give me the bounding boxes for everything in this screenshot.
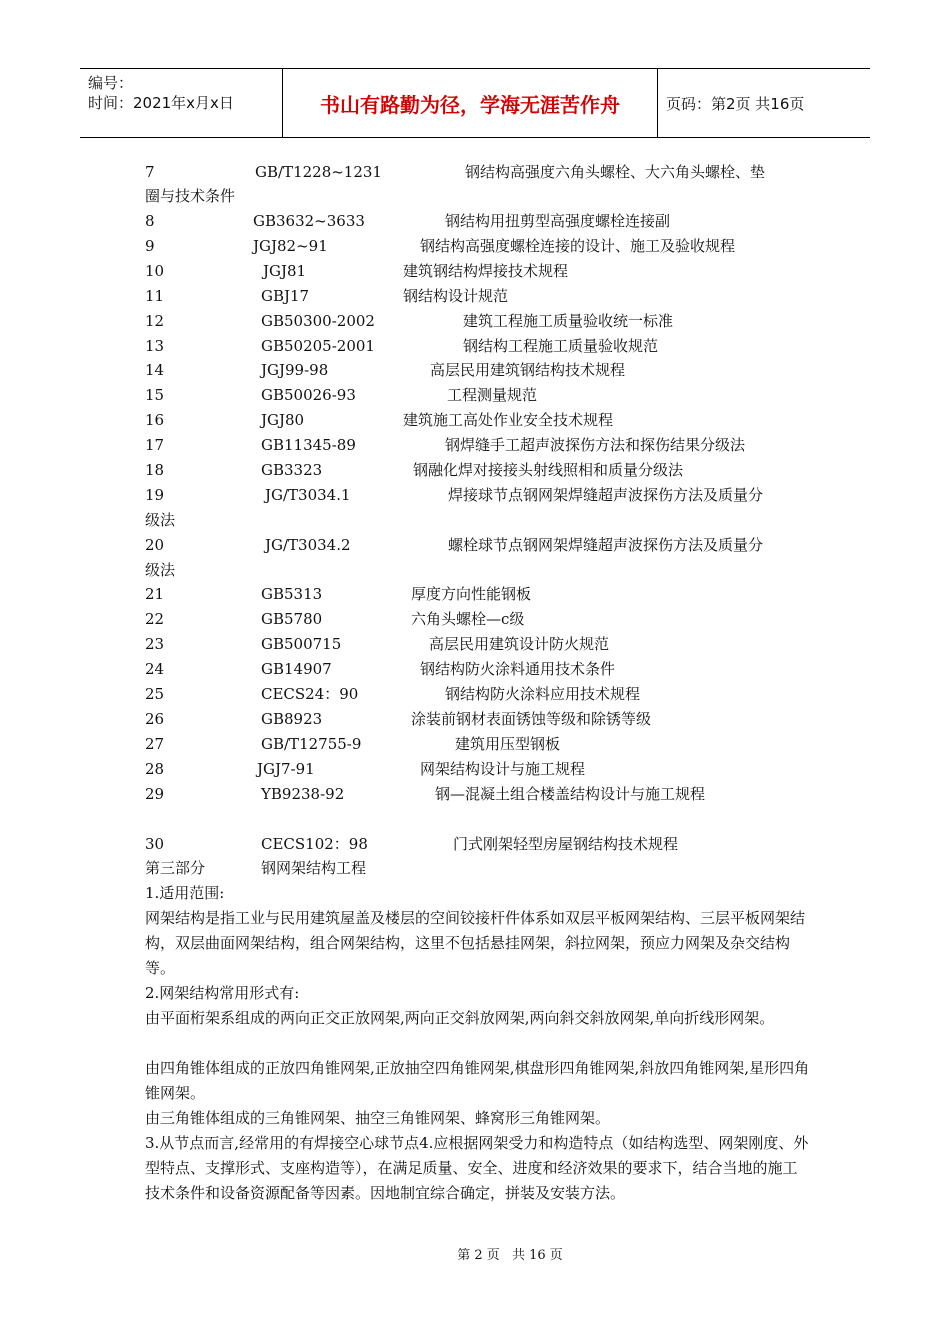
standard-no: 10 [145,262,165,280]
standard-code: YB9238-92 [261,785,345,803]
standard-name: 高层民用建筑设计防火规范 [429,635,610,653]
header-meta [88,73,234,113]
standard-name: 厚度方向性能钢板 [411,585,532,603]
standard-name-cont: 级法 [145,511,176,529]
standard-no: 12 [145,312,165,330]
standard-name: 网架结构设计与施工规程 [420,760,586,778]
section-p1: 网架结构是指工业与民用建筑屋盖及楼层的空间铰接杆件体系如双层平板网架结构、三层平板网架结构，双层曲面网架结构，组合网架结构，这里不包括悬挂网架，斜拉网架，预应力网架及杂交结构等。 [145,909,806,977]
standard-name: 六角头螺栓—c级 [411,610,525,628]
standard-no: 23 [145,635,165,653]
footer-total: 共 16 页 [511,1248,563,1263]
section-part: 第三部分 [145,859,206,877]
standard-name-cont: 级法 [145,561,176,579]
standard-name: 建筑施工高处作业安全技术规程 [403,411,614,429]
header-motto: 书山有路勤为径，学海无涯苦作舟 [320,92,620,117]
standard-no: 21 [145,585,165,603]
standard-no: 30 [145,835,165,853]
footer-page: 第 2 页 [457,1248,500,1263]
standard-code: JGJ81 [263,262,307,280]
standard-no: 19 [145,486,165,504]
standard-code: GB500715 [261,635,342,653]
standard-no: 22 [145,610,165,628]
standard-code: GB5313 [261,585,323,603]
standard-name: 钢结构高强度螺栓连接的设计、施工及验收规程 [420,237,736,255]
standard-code: GB5780 [261,610,323,628]
standard-name: 涂装前钢材表面锈蚀等级和除锈等级 [411,710,652,728]
standard-no: 15 [145,386,165,404]
standard-code: JG/T3034.2 [265,536,351,554]
standard-name: 门式刚架轻型房屋钢结构技术规程 [453,835,679,853]
standard-code: GB50300-2002 [261,312,375,330]
standard-name: 钢结构防火涂料应用技术规程 [445,685,641,703]
standard-name: 螺栓球节点钢网架焊缝超声波探伤方法及质量分 [448,536,764,554]
section-p2: 由平面桁架系组成的两向正交正放网架,两向正交斜放网架,两向斜交斜放网架,单向折线形网架。 [145,1009,775,1027]
standard-no: 16 [145,411,165,429]
standard-code: GB3632~3633 [253,212,365,230]
standard-code: GB50026-93 [261,386,356,404]
standard-name: 钢融化焊对接接头射线照相和质量分级法 [413,461,684,479]
standard-code: JG/T3034.1 [265,486,351,504]
standard-no: 27 [145,735,165,753]
standard-no: 7 [145,163,155,181]
standard-name: 建筑工程施工质量验收统一标准 [463,312,674,330]
standard-code: GB14907 [261,660,332,678]
standard-code: JGJ99-98 [261,361,329,379]
standard-name: 钢结构高强度六角头螺栓、大六角头螺栓、垫 [465,163,766,181]
standard-no: 9 [145,237,155,255]
standard-code: JGJ82~91 [253,237,328,255]
standard-name: 高层民用建筑钢结构技术规程 [430,361,626,379]
standard-code: JGJ80 [261,411,305,429]
standard-code: GBJ17 [261,287,310,305]
standard-no: 20 [145,536,165,554]
section-p5: 3.从节点而言,经常用的有焊接空心球节点4.应根据网架受力和构造特点（如结构选型、网架刚度、外型特点、支撑形式、支座构造等），在满足质量、安全、进度和经济效果的要求下，结合当地的施工技术条件和设备资源配备等因素。因地制宜综合确定，拼装及安装方法。 [145,1134,809,1202]
standard-name: 建筑钢结构焊接技术规程 [403,262,569,280]
standard-no: 26 [145,710,165,728]
page-header [80,68,870,138]
standard-code: GB50205-2001 [261,337,375,355]
standard-no: 14 [145,361,165,379]
standard-name: 建筑用压型钢板 [455,735,561,753]
standard-no: 29 [145,785,165,803]
standard-no: 8 [145,212,155,230]
standard-code: CECS102：98 [261,835,368,853]
standard-code: GB/T12755-9 [261,735,362,753]
header-page-info: 页码：第2页 共16页 [666,94,805,113]
standard-code: GB8923 [261,710,323,728]
standard-no: 11 [145,287,165,305]
section-p3: 由四角锥体组成的正放四角锥网架,正放抽空四角锥网架,棋盘形四角锥网架,斜放四角锥网架,星形四角锥网架。 [145,1059,810,1102]
header-divider [657,69,658,137]
standard-no: 24 [145,660,165,678]
standard-code: GB11345-89 [261,436,356,454]
standard-no: 18 [145,461,165,479]
code-label: 编号： [88,74,134,92]
standard-no: 25 [145,685,165,703]
standard-code: GB/T1228~1231 [255,163,382,181]
standard-name: 钢结构工程施工质量验收规范 [463,337,659,355]
section-h1: 1.适用范围: [145,884,225,902]
standard-name: 钢结构防火涂料通用技术条件 [420,660,616,678]
standard-no: 13 [145,337,165,355]
standard-code: CECS24：90 [261,685,359,703]
section-title: 钢网架结构工程 [261,859,367,877]
standard-name: 焊接球节点钢网架焊缝超声波探伤方法及质量分 [448,486,764,504]
standard-name-cont: 圈与技术条件 [145,187,236,205]
standard-no: 28 [145,760,165,778]
standard-no: 17 [145,436,165,454]
standard-name: 钢—混凝土组合楼盖结构设计与施工规程 [435,785,706,803]
standard-code: GB3323 [261,461,323,479]
standard-name: 钢结构设计规范 [403,287,509,305]
page-footer [0,1244,950,1263]
time-label: 时间：2021年x月x日 [88,94,234,112]
standard-name: 钢结构用扭剪型高强度螺栓连接副 [445,212,671,230]
standard-name: 工程测量规范 [447,386,538,404]
section-h2: 2.网架结构常用形式有: [145,984,300,1002]
standard-name: 钢焊缝手工超声波探伤方法和探伤结果分级法 [445,436,746,454]
standard-code: JGJ7-91 [257,760,315,778]
section-p4: 由三角锥体组成的三角锥网架、抽空三角锥网架、蜂窝形三角锥网架。 [145,1109,611,1127]
